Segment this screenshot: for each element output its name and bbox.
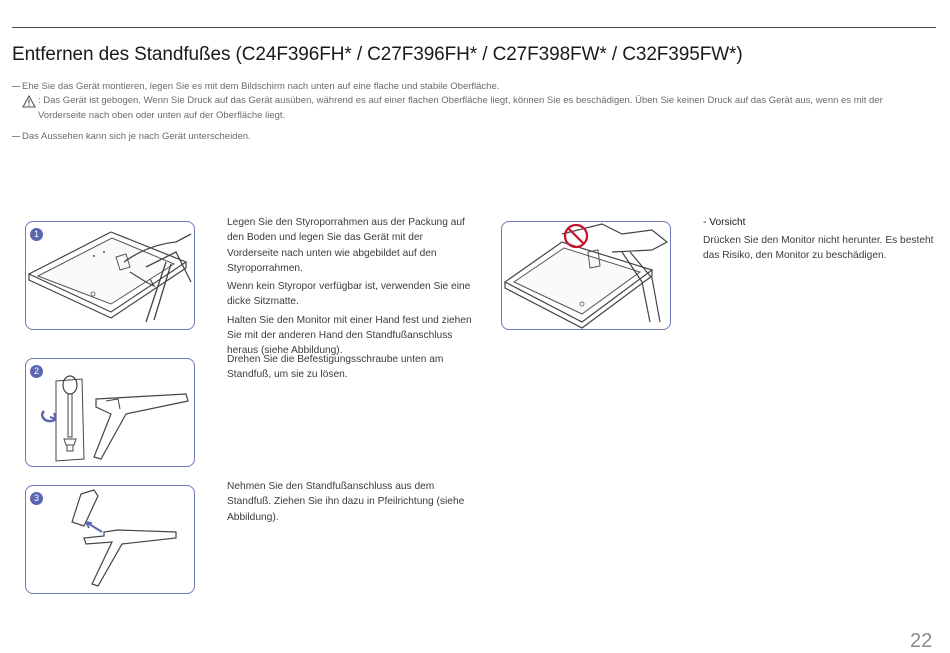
caution-text: Drücken Sie den Monitor nicht herunter. Es besteht das Risiko, den Monitor zu beschädigen. [703, 235, 934, 262]
detach-stand-connector-illustration [26, 486, 194, 593]
note-1-text: Ehe Sie das Gerät montieren, legen Sie es mit dem Bildschirm nach unten auf eine flache und stabile Oberfläche. [22, 81, 500, 92]
step-3-text [227, 479, 472, 528]
step-2-paragraph: Drehen Sie die Befestigungsschraube unten am Standfuß, um sie zu lösen. [227, 354, 444, 381]
warning-icon [22, 95, 36, 108]
page-number: 22 [910, 630, 933, 652]
step-1-paragraph: Wenn kein Styropor verfügbar ist, verwenden Sie eine dicke Sitzmatte. [227, 281, 471, 308]
step-1-text [227, 215, 472, 362]
monitor-on-styrofoam-illustration [26, 222, 194, 329]
do-not-press-illustration [502, 222, 670, 329]
warning-text: : Das Gerät ist gebogen. Wenn Sie Druck auf das Gerät ausüben, während es auf einer flachen Oberfläche liegt, können Sie es beschädigen. Üben Sie keinen Druck auf das Gerät aus, wenn es mit der Vorderseite nach oben oder unten auf der Oberfläche liegt. [38, 95, 883, 121]
note-dash [12, 136, 20, 137]
header-rule [12, 27, 936, 28]
step-1-paragraph: Legen Sie den Styroporrahmen aus der Packung auf den Boden und legen Sie das Gerät mit der Vorderseite nach unten wie abgebildet auf den Styroporrahmen. [227, 217, 465, 274]
step-3-paragraph: Nehmen Sie den Standfußanschluss aus dem Standfuß. Ziehen Sie ihn dazu in Pfeilrichtung (siehe Abbildung). [227, 481, 465, 523]
step-2-badge: 2 [30, 365, 43, 378]
note-2 [12, 130, 932, 145]
step-2-text [227, 352, 472, 386]
unscrew-illustration [26, 359, 194, 466]
note-1 [12, 80, 932, 95]
step-3-illustration [25, 485, 195, 594]
caution-illustration [501, 221, 671, 330]
note-2-text: Das Aussehen kann sich je nach Gerät unterscheiden. [22, 131, 251, 142]
note-dash [12, 86, 20, 87]
step-1-illustration [25, 221, 195, 330]
step-3-badge: 3 [30, 492, 43, 505]
caution-title: - Vorsicht [703, 217, 746, 228]
step-2-illustration [25, 358, 195, 467]
step-1-badge: 1 [30, 228, 43, 241]
page-title: Entfernen des Standfußes (C24F396FH* / C27F396FH* / C27F398FW* / C32F395FW*) [12, 44, 743, 65]
step-1-paragraph: Halten Sie den Monitor mit einer Hand fest und ziehen Sie mit der anderen Hand den Standfußanschluss heraus (siehe Abbildung). [227, 314, 472, 357]
